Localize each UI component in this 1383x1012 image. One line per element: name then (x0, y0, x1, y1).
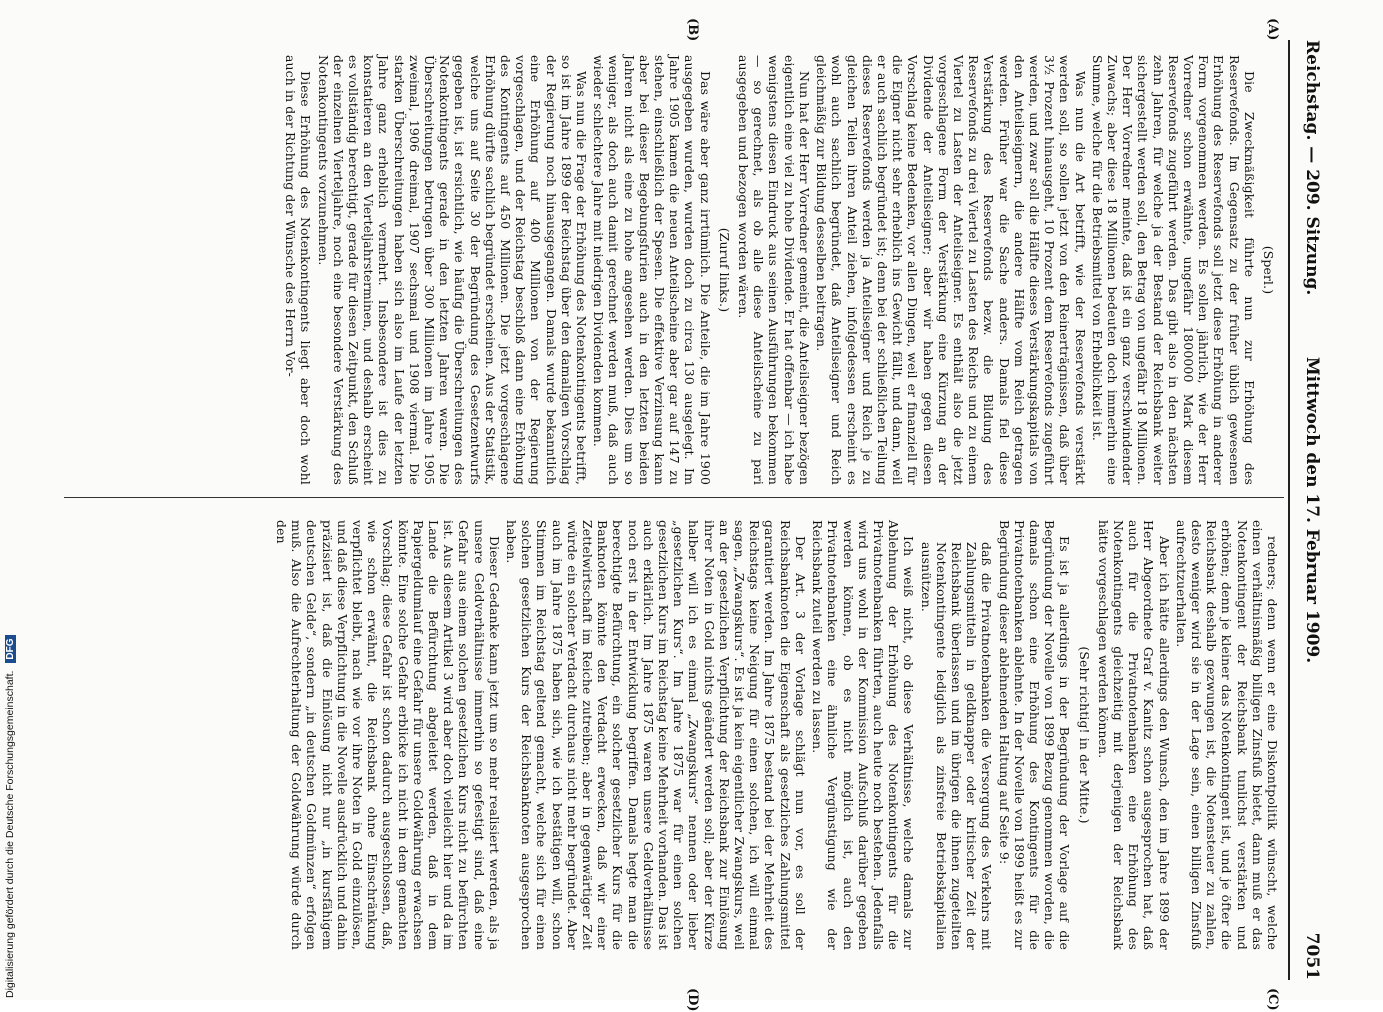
header-rule (1288, 40, 1290, 980)
right-column (272, 520, 1280, 950)
paragraph: Diese Erhöhung des Notenkontingents liegt aber doch wohl auch in der Richtung der Wünsche des Herrn Vor- (283, 55, 314, 485)
page-header (1292, 40, 1326, 980)
paragraph: Nun hat der Herr Vorredner gemeint, die Anteilseigner bezögen eigentlich eine viel zu hohe Dividende. Er hat offenbar — ich habe wenigstens diesen Eindruck aus seinen Ausführungen bekommen — so gerechnet, als ob alle diese Anteilscheine zu pari ausgegeben und bezogen worden wären. (736, 55, 812, 485)
paragraph: Dieser Gedanke kann jetzt um so mehr realisiert werden, als ja unsere Geldverhältnisse immerhin so gefestigt sind, daß eine Gefahr aus einem solchen gesetzlichen Kurs nicht zu befürchten ist. Aus diesem Artikel 3 wird aber doch vielleicht hier und da im Lande die Befürchtung abgeleitet werden, daß in dem Papiergeldumlauf eine Gefahr für unsere Goldwährung erwachsen könnte. Eine solche Gefahr erblicke ich nicht in dem gemachten Vorschlag; diese Gefahr ist schon dadurch ausgeschlossen, daß, wie schon erwähnt, die Reichsbank ohne Einschränkung verpflichtet bleibt, nach wie vor ihre Noten in Gold einzulösen, und daß diese Verpflichtung in die Novelle ausdrücklich und dahin präzisiert ist, daß die Einlösung nicht nur „in kursfähigem deutschen Gelde“, sondern „in deutschen Goldmünzen“ erfolgen muß. Also die Aufrechterhaltung der Goldwährung würde durch den (274, 520, 502, 950)
margin-marker-c: (C) (1265, 988, 1280, 1011)
margin-marker-d: (D) (685, 988, 700, 1012)
paragraph: Es ist ja allerdings in der Begründung der Vorlage auf die Begründung der Novelle von 1899 Bezug genommen worden, die damals schon eine Erhöhung des Kontingents für die Privatnotenbanken ablehnte. In der Novelle von 1899 heißt es zur Begründung dieser ablehnenden Haltung auf Seite 9: (996, 520, 1073, 950)
paragraph: redners; denn wenn er eine Diskontpolitik wünscht, welche einen verhältnismäßig billigen Zinsfuß bietet, dann muß er das Notenkontingent der Reichsbank tunlichst verstärken und erhöhen; denn je kleiner das Notenkontingent ist, und je öfter die Reichsbank deshalb gezwungen ist, die Notensteuer zu zahlen, desto weniger wird sie in der Lage sein, einen billigen Zinsfuß aufrechtzuerhalten. (1173, 520, 1280, 950)
dfg-logo: DFG (5, 635, 16, 662)
paragraph: Aber ich hätte allerdings den Wunsch, den im Jahre 1899 der Herr Abgeordnete Graf v. Kanitz schon ausgesprochen hat, daß auch für die Privatnotenbanken eine Erhöhung des Notenkontingents gleichzeitig mit derjenigen der Reichsbank hätte vorgeschlagen werden können. (1095, 520, 1172, 950)
paragraph: Was nun die Art betrifft, wie der Reservefonds verstärkt werden soll, so sollen jetzt von den Reinerträgnissen, daß über 3½ Prozent hinausgeht, 10 Prozent dem Reservefonds zugeführt werden, und zwar soll die Hälfte dieses Verstärkungskapitals von den Anteilseignern, die andere Hälfte vom Reich getragen werden. Früher war die Sache anders. Damals fiel diese Verstärkung des Reservefonds bezw. die Bildung des Reservefonds zu drei Viertel zu Lasten des Reichs und zu einem Viertel zu Lasten der Anteilseigner. Es enthält also die jetzt vorgeschlagene Form der Verstärkung eine Kürzung an der Dividende der Anteilseigner; aber wir haben gegen diesen Vorschlag keine Bedenken, vor allen Dingen, weil er finanziell für die Eigner nicht sehr erheblich ins Gewicht fällt, und dann, weil er auch sachlich begründet ist; denn bei der schließlichen Teilung dieses Reservefonds werden ja Anteilseigner und Reich je zu gleichen Teilen ihren Anteil ziehen, infolgedessen erscheint es wohl auch sachlich begründet, daß Anteilseigner und Reich gleichmäßig zur Bildung desselben beitragen. (814, 55, 1088, 485)
paragraph: Das wäre aber ganz irrtümlich. Die Anteile, die im Jahre 1900 ausgegeben wurden, wurden doch zu circa 130 ausgelegt. Im Jahre 1905 kamen die neuen Anteilscheine aber gar auf 147 zu stehen, einschließlich der Spesen. Die effektive Verzinsung kann aber bei dieser Begebungsfurien auch in den letzten beiden Jahren nicht als eine zu hohe angesehen werden. Dies um so weniger, als doch auch damit gerechnet werden muß, daß auch wieder schlechtere Jahre mit niedrigen Dividenden kommen. (591, 55, 713, 485)
left-column (281, 55, 1280, 485)
footer-credit (4, 635, 16, 998)
paragraph: Die Zweckmäßigkeit führte nun zur Erhöhung des Reservefonds. Im Gegensatz zu der früher üblich gewesenen Erhöhung des Reservefonds soll jetzt diese Erhöhung in anderer Form vorgenommen werden. Es sollen jährlich, wie der Herr Vorredner schon erwähnte, ungefähr 1800000 Mark diesem Reservefonds zugeführt werden. Das gibt also in den nächsten zehn Jahren, für welche ja der Bestand der Reichsbank weiter sichergestellt werden soll, den Betrag von ungefähr 18 Millionen. Der Herr Vorredner meinte, daß ist ein ganz verschwindender Zuwachs; aber diese 18 Millionen bedeuten doch immerhin eine Summe, welche für die Betriebsmittel von Erheblichkeit ist. (1089, 55, 1257, 485)
paragraph: (Sperl.) (1261, 245, 1276, 295)
header-session: Reichstag. — 209. Sitzung. (1302, 40, 1322, 296)
margin-marker-b: (B) (685, 18, 700, 42)
footer-text: Digitalisierung gefördert durch die Deutsche Forschungsgemeinschaft. (4, 670, 16, 998)
paragraph: Der Art. 3 der Vorlage schlägt nun vor, es soll der Reichsbanknoten die Eigenschaft als gesetzliches Zahlungsmittel garantiert werden. Im Jahre 1875 bestand bei der Mehrheit des Reichstags keine Neigung für einen solchen, ich will einmal sagen, „Zwangskurs“. Es ist ja kein eigentlicher Zwangskurs, weil an der gesetzlichen Verpflichtung der Reichsbank zur Einlösung ihrer Noten in Gold nichts geändert werden soll; aber der Kürze halber will ich es einmal „Zwangskurs“ nennen oder lieber „gesetzlichen Kurs“. Im Jahre 1875 war für einen solchen gesetzlichen Kurs im Reichstag keine Mehrheit vorhanden. Das ist auch erklärlich. Im Jahre 1875 waren unsere Geldverhältnisse noch erst in der Entwicklung begriffen. Damals hegte man die berechtigte Befürchtung, ein solcher gesetzlicher Kurs für die Banknoten könnte den Verdacht erwecken, daß wir einer Zettelwirtschaft im Reiche zutreiben; aber in gegenwärtiger Zeit würde ein solcher Verdacht durchaus nicht mehr begründet. Aber auch im Jahre 1875 haben sich, wie ich bestätigen will, schon Stimmen im Reichstag geltend gemacht, welche sich für einen solchen gesetzlichen Kurs der Reichsbanknoten ausgesprochen haben. (504, 520, 808, 950)
paragraph: daß die Privatnotenbanken die Versorgung des Verkehrs mit Zahlungsmitteln in geldknapper oder kritischer Zeit der Reichsbank überlassen und im übrigen die ihnen zugeteilten Notenkontingente lediglich als zinsfreie Betriebskapitalien ausnützen. (918, 542, 995, 950)
page-number: 7051 (1302, 932, 1322, 980)
column-divider (64, 497, 1284, 498)
margin-marker-a: (A) (1265, 18, 1280, 41)
paragraph: (Sehr richtig! in der Mitte.) (1076, 646, 1092, 824)
paragraph: Ich weiß nicht, ob diese Verhältnisse, welche damals zur Ablehnung der Erhöhung des Notenkontingents für die Privatnotenbanken führten, auch heute noch bestehen. Jedenfalls wird uns wohl in der Kommission Aufschluß darüber gegeben werden können, ob es nicht möglich ist, auch den Privatnotenbanken eine ähnliche Vergünstigung wie der Reichsbank zuteil werden zu lassen. (810, 520, 917, 950)
header-date: Mittwoch den 17. Februar 1909. (1302, 356, 1322, 664)
paragraph: Was nun die Frage der Erhöhung des Notenkontingents betrifft, so ist im Jahre 1899 der Reichstag über den damaligen Vorschlag der Regierung noch hinausgegangen. Damals wurde bekanntlich eine Erhöhung auf 400 Millionen von der Regierung vorgeschlagen, und der Reichstag beschloß dann eine Erhöhung des Kontingents auf 450 Millionen. Die jetzt vorgeschlagene Erhöhung dürfte sachlich begründet erscheinen. Aus der Statistik, welche uns auf Seite 30 der Begründung des Gesetzentwurfs gegeben ist, ist ersichtlich, wie häufig die Überschreitungen des Notenkontingents gerade in den letzten Jahren waren. Die Überschreitungen betrugen über 300 Millionen im Jahre 1905 zweimal, 1906 dreimal, 1907 sechsmal und 1908 viermal. Die starken Überschreitungen haben sich also im Laufe der letzten Jahre ganz erheblich vermehrt. Insbesondere ist dies zu konstatieren an den Vierteljahrsterminen, und deshalb erscheint es vollständig berechtigt, gerade für diesen Zeitpunkt, den Schluß der einzelnen Vierteljahre, noch eine besondere Verstärkung des Notenkontingents vorzunehmen. (315, 55, 590, 485)
paragraph: (Zuruf links.) (716, 227, 732, 313)
